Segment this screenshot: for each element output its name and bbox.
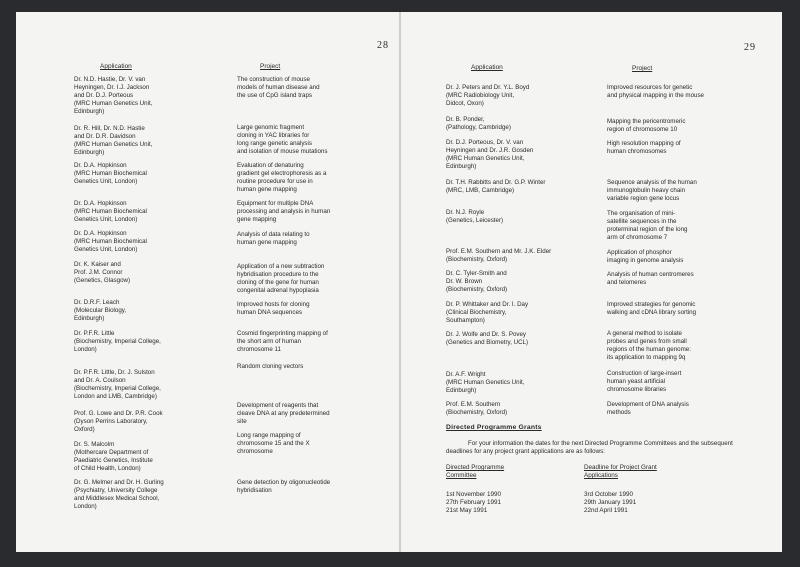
project-entry: Construction of large-insert human yeast artificial chromosome libraries xyxy=(607,370,682,394)
application-entry: Dr. G. Melmer and Dr. H. Gurling (Psychiatry, University College and Middlesex Medical School, London) xyxy=(74,479,164,511)
application-entry: Dr. T.H. Rabbitts and Dr. G.P. Winter (MRC, LMB, Cambridge) xyxy=(446,179,546,195)
application-entry: Dr. N.D. Hastie, Dr. V. van Heyningen, Dr. I.J. Jackson and Dr. D.J. Porteous (MRC Human Genetics Unit, Edinburgh) xyxy=(74,76,153,116)
committee-column-header: Directed Programme Committee xyxy=(446,464,505,480)
project-entry: Improved resources for genetic and physical mapping in the mouse xyxy=(607,84,704,100)
left-page xyxy=(16,12,399,552)
project-entry: Application of phosphor imaging in genome analysis xyxy=(607,249,684,265)
page-number: 28 xyxy=(377,40,389,51)
application-entry: Dr. D.A. Hopkinson (MRC Human Biochemical Genetics Unit, London) xyxy=(74,230,147,254)
application-entry: Dr. S. Malcolm (Mothercare Department of Paediatric Genetics, Institute of Child Health, London) xyxy=(74,441,153,473)
section-title: Directed Programme Grants xyxy=(446,424,542,431)
page-number: 29 xyxy=(744,42,756,53)
application-entry: Dr. D.R.F. Leach (Molecular Biology, Edinburgh) xyxy=(74,299,127,323)
application-entry: Dr. P.F.R. Little (Biochemistry, Imperial College, London) xyxy=(74,330,161,354)
application-entry: Prof. G. Lowe and Dr. P.R. Cook (Dyson Perrins Laboratory, Oxford) xyxy=(74,410,163,434)
project-entry: Analysis of data relating to human gene mapping xyxy=(237,231,310,247)
committee-dates: 1st November 1990 27th February 1991 21st May 1991 xyxy=(446,491,501,515)
project-entry: Mapping the pericentromeric region of chromosome 10 xyxy=(607,118,686,134)
project-entry: Gene detection by oligonucleotide hybridisation xyxy=(237,479,331,495)
application-entry: Dr. A.F. Wright (MRC Human Genetics Unit, Edinburgh) xyxy=(446,371,525,395)
project-entry: A general method to isolate probes and genes from small regions of the human genome: its application to mapping 9q xyxy=(607,330,691,362)
application-entry: Dr. B. Ponder, (Pathology, Cambridge) xyxy=(446,116,511,132)
deadline-column-header: Deadline for Project Grant Applications xyxy=(584,464,657,480)
application-entry: Dr. K. Kaiser and Prof. J.M. Connor (Genetics, Glasgow) xyxy=(74,261,131,285)
intro-paragraph: For your information the dates for the next Directed Programme Committees and the subsequent deadlines for any project grant applications are as follows: xyxy=(446,440,733,456)
project-entry: The organisation of mini- satellite sequences in the proterminal region of the long arm of chromosome 7 xyxy=(607,210,688,242)
project-entry: Analysis of human centromeres and telomeres xyxy=(607,271,694,287)
project-entry: Cosmid fingerprinting mapping of the short arm of human chromosome 11 xyxy=(237,330,328,354)
application-column-header: Application xyxy=(100,63,132,70)
project-entry: Evaluation of denaturing gradient gel electrophoresis as a routine procedure for use in human gene mapping xyxy=(237,162,327,194)
project-entry: Long range mapping of chromosome 15 and the X chromosome xyxy=(237,432,310,456)
application-entry: Dr. D.J. Porteous, Dr. V. van Heyningen and Dr. J.R. Gosden (MRC Human Genetics Unit, Edinburgh) xyxy=(446,139,534,171)
project-column-header: Project xyxy=(632,65,653,72)
application-entry: Dr. J. Wolfe and Dr. S. Povey (Genetics and Biometry, UCL) xyxy=(446,331,529,347)
application-entry: Dr. P.F.R. Little, Dr. J. Sulston and Dr. A. Coulson (Biochemistry, Imperial College, London and LMB, Cambridge) xyxy=(74,369,161,401)
application-entry: Prof. E.M. Southern and Mr. J.K. Elder (Biochemistry, Oxford) xyxy=(446,248,552,264)
project-entry: Development of reagents that cleave DNA at any predetermined site xyxy=(237,402,330,426)
project-entry: Development of DNA analysis methods xyxy=(607,401,689,417)
project-column-header: Project xyxy=(260,63,281,70)
application-entry: Dr. D.A. Hopkinson (MRC Human Biochemical Genetics Unit, London) xyxy=(74,162,147,186)
project-entry: The construction of mouse models of human disease and the use of CpG island traps xyxy=(237,76,320,100)
project-entry: Random cloning vectors xyxy=(237,363,304,370)
project-entry: Improved strategies for genomic walking and cDNA library sorting xyxy=(607,301,697,317)
right-page xyxy=(401,12,782,552)
application-entry: Dr. J. Peters and Dr. Y.L. Boyd (MRC Radiobiology Unit, Didcot, Oxon) xyxy=(446,84,530,108)
project-entry: Sequence analysis of the human immunoglobulin heavy chain variable region gene locus xyxy=(607,179,697,203)
application-entry: Dr. P. Whittaker and Dr. I. Day (Clinical Biochemistry, Southampton) xyxy=(446,301,529,325)
application-entry: Dr. D.A. Hopkinson (MRC Human Biochemical Genetics Unit, London) xyxy=(74,200,147,224)
application-entry: Dr. N.J. Royle (Genetics, Leicester) xyxy=(446,209,504,225)
project-entry: Application of a new subtraction hybridisation procedure to the cloning of the gene for human congenital adrenal hypoplasia xyxy=(237,263,325,295)
application-entry: Dr. C. Tyler-Smith and Dr. W. Brown (Biochemistry, Oxford) xyxy=(446,270,508,294)
project-entry: Improved hosts for cloning human DNA sequences xyxy=(237,301,310,317)
application-entry: Dr. R. Hill, Dr. N.D. Hastie and Dr. D.R. Davidson (MRC Human Genetics Unit, Edinburgh) xyxy=(74,125,153,157)
project-entry: Large genomic fragment cloning in YAC libraries for long range genetic analysis and isolation of mouse mutations xyxy=(237,124,328,156)
deadline-dates: 3rd October 1990 29th January 1991 22nd April 1991 xyxy=(584,491,637,515)
project-entry: Equipment for multiple DNA processing and analysis in human gene mapping xyxy=(237,200,331,224)
project-entry: High resolution mapping of human chromosomes xyxy=(607,140,681,156)
application-entry: Prof. E.M. Southern (Biochemistry, Oxford) xyxy=(446,401,508,417)
application-column-header: Application xyxy=(471,64,503,71)
